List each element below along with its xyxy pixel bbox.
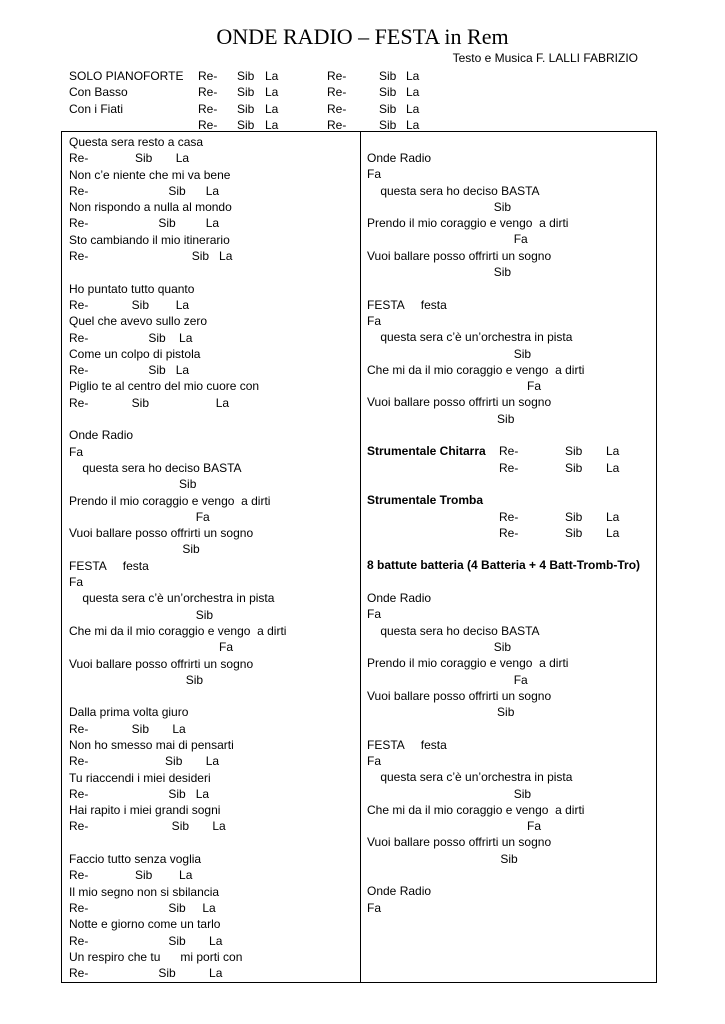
intro-chord: La [265,101,279,116]
intro-chord: Sib [379,69,397,83]
intro-label: SOLO PIANOFORTE [69,69,184,83]
intro-chord: Sib [379,117,397,132]
blank-line [367,720,640,736]
lyric-line: Vuoi ballare posso offrirti un sogno [367,248,552,263]
intro-label: Con Basso [69,85,128,100]
lyric-line: Fa [69,444,84,459]
lyric-line: Re- Sib La [69,933,223,948]
intro-chord: Re- [198,69,218,83]
lyric-line: Sib [367,265,512,280]
lyric-line: Vuoi ballare posso offrirti un sogno [367,395,552,410]
lyric-line: Fa [367,672,528,687]
intro-chord: La [406,117,420,132]
lyric-line: Onde Radio [367,591,432,606]
lyric-line: Fa [367,607,382,622]
lyric-line: Re- Sib La [69,786,210,801]
intro-chord: Re- [327,85,347,100]
lyric-line: Sib [367,346,532,361]
lyric-line: Fa [69,640,234,655]
blank-line [367,427,640,443]
blank-line [367,541,640,557]
lyric-line: Tu riaccendi i miei desideri [69,770,211,785]
lyric-line: Sib [367,705,515,720]
right-column [367,150,640,916]
lyric-line [367,443,640,459]
section-chord: Sib [565,444,583,459]
lyric-line: FESTA festa [367,737,447,752]
blank-line [69,688,286,704]
lyric-line: Re- Sib La [69,297,190,312]
lyric-line: Piglio te al centro del mio cuore con [69,379,260,394]
lyric-line: Vuoi ballare posso offrirti un sogno [367,835,552,850]
lyric-line: Sib [367,199,512,214]
lyric-line: Re- Sib La [69,249,233,264]
lyric-line: Re- Sib La [69,183,220,198]
lyric-line [367,509,640,525]
lyric-line: Fa [367,313,382,328]
section-chord: La [606,460,620,475]
lyric-line: Vuoi ballare posso offrirti un sogno [69,526,254,541]
lyric-line: Re- Sib La [69,395,230,410]
section-chord: Re- [499,460,519,475]
lyric-line: Sib [69,542,200,557]
lyric-line: Il mio segno non si sbilancia [69,884,220,899]
lyric-line: Prendo il mio coraggio e vengo a dirti [367,656,569,671]
section-chord: Re- [499,509,519,524]
lyric-line: Prendo il mio coraggio e vengo a dirti [69,493,271,508]
lyric-line: Ho puntato tutto quanto [69,281,195,296]
lyric-line: Fa [367,900,382,915]
lyric-line: Re- Sib La [69,363,190,378]
intro-chord: Sib [237,101,255,116]
blank-line [69,835,286,851]
blank-line [367,476,640,492]
intro-chord: Sib [237,85,255,100]
intro-chord: Re- [198,85,218,100]
blank-line [367,574,640,590]
lyric-line: Fa [69,575,84,590]
lyric-line: Che mi da il mio coraggio e vengo a dirti [367,802,585,817]
lyric-line: Fa [367,753,382,768]
intro-chord: La [406,101,420,116]
lyric-line: Vuoi ballare posso offrirti un sogno [69,656,254,671]
lyric-line: Re- Sib La [69,868,193,883]
lyric-line: Sib [69,607,214,622]
lyric-line: Strumentale Tromba [367,493,484,508]
lyric-line: Re- Sib La [69,819,226,834]
lyric-line: Re- Sib La [69,966,223,981]
lyric-line: questa sera c’è un’orchestra in pista [69,591,275,606]
intro-chord: Sib [237,69,255,83]
section-chord: Sib [565,460,583,475]
intro-chord: Re- [198,117,218,132]
lyric-line: Re- Sib La [69,151,190,166]
lyric-line: Sib [367,851,518,866]
lyric-line: questa sera c’è un’orchestra in pista [367,770,573,785]
lyric-line: Come un colpo di pistola [69,346,201,361]
lyric-line: Non ho smesso mai di pensarti [69,737,234,752]
lyric-line: Sto cambiando il mio itinerario [69,232,230,247]
lyric-line: Onde Radio [69,428,134,443]
lyric-line: Hai rapito i miei grandi sogni [69,803,221,818]
column-divider [360,132,361,982]
lyric-line: Onde Radio [367,151,432,165]
intro-chord: La [265,117,279,132]
lyric-line: Non c’e niente che mi va bene [69,167,231,182]
lyric-line: Non rispondo a nulla al mondo [69,200,232,215]
lyric-line: Sib [367,411,515,426]
lyric-line: Faccio tutto senza voglia [69,852,202,867]
lyric-line: Quel che avevo sullo zero [69,314,208,329]
lyric-line: questa sera ho deciso BASTA [367,183,540,198]
intro-chord: Sib [237,117,255,132]
lyric-line: Re- Sib La [69,330,193,345]
author-credit: Testo e Musica F. LALLI FABRIZIO [452,51,638,65]
lyric-line: Sib [69,477,197,492]
blank-line [367,867,640,883]
blank-line [69,411,286,427]
lyric-line: Fa [367,232,528,247]
intro-chord: La [406,85,420,100]
intro-chord: Sib [379,101,397,116]
lyric-line: questa sera ho deciso BASTA [69,460,242,475]
lyric-line: 8 battute batteria (4 Batteria + 4 Batt-Tromb-Tro) [367,558,641,573]
lyric-line: Re- Sib La [69,721,186,736]
lyric-line: FESTA festa [69,558,149,573]
intro-chord: Re- [327,69,347,83]
lyric-line: Notte e giorno come un tarlo [69,917,221,932]
lyric-line: Fa [367,379,542,394]
lyric-line: Sib [367,639,512,654]
lyric-line: questa sera ho deciso BASTA [367,623,540,638]
lyric-line: Fa [367,167,382,182]
intro-chord: Re- [327,101,347,116]
section-chord: Sib [565,525,583,540]
intro-chord: Re- [198,101,218,116]
section-chord: Re- [499,525,519,540]
lyric-line: Sib [69,672,204,687]
section-chord: Sib [565,509,583,524]
intro-chord: La [265,69,279,83]
lyric-line: Dalla prima volta giuro [69,705,189,720]
lyric-line: Prendo il mio coraggio e vengo a dirti [367,216,569,231]
lyric-line: questa sera c’è un’orchestra in pista [367,330,573,345]
blank-line [367,280,640,296]
lyrics-table [61,131,657,983]
lyric-line: Un respiro che tu mi porti con [69,949,243,964]
lyric-line: Vuoi ballare posso offrirti un sogno [367,688,552,703]
lyric-line: Re- Sib La [69,754,220,769]
left-column [69,134,286,981]
intro-chord: Re- [327,117,347,132]
lyric-line: Sib [367,786,532,801]
section-title: Strumentale Chitarra [367,444,486,459]
intro-chord: La [406,69,420,83]
section-chord: Re- [499,444,519,459]
lyric-line: Fa [367,819,542,834]
section-chord: La [606,509,620,524]
lyric-line: Che mi da il mio coraggio e vengo a dirti [367,362,585,377]
intro-label: Con i Fiati [69,101,124,116]
lyric-line [367,525,640,541]
section-chord: La [606,525,620,540]
lyric-line: Fa [69,509,210,524]
lyric-line: FESTA festa [367,297,447,312]
lyric-line [367,460,640,476]
lyric-line: Onde Radio [367,884,432,899]
section-chord: La [606,444,620,459]
blank-line [69,264,286,280]
song-title: ONDE RADIO – FESTA in Rem [216,24,509,49]
lyric-line: Re- Sib La [69,216,220,231]
intro-chord: Sib [379,85,397,100]
lyric-line: Re- Sib La [69,900,216,915]
intro-chord: La [265,85,279,100]
lyric-line: Che mi da il mio coraggio e vengo a dirti [69,623,287,638]
lyric-line: Questa sera resto a casa [69,135,204,149]
